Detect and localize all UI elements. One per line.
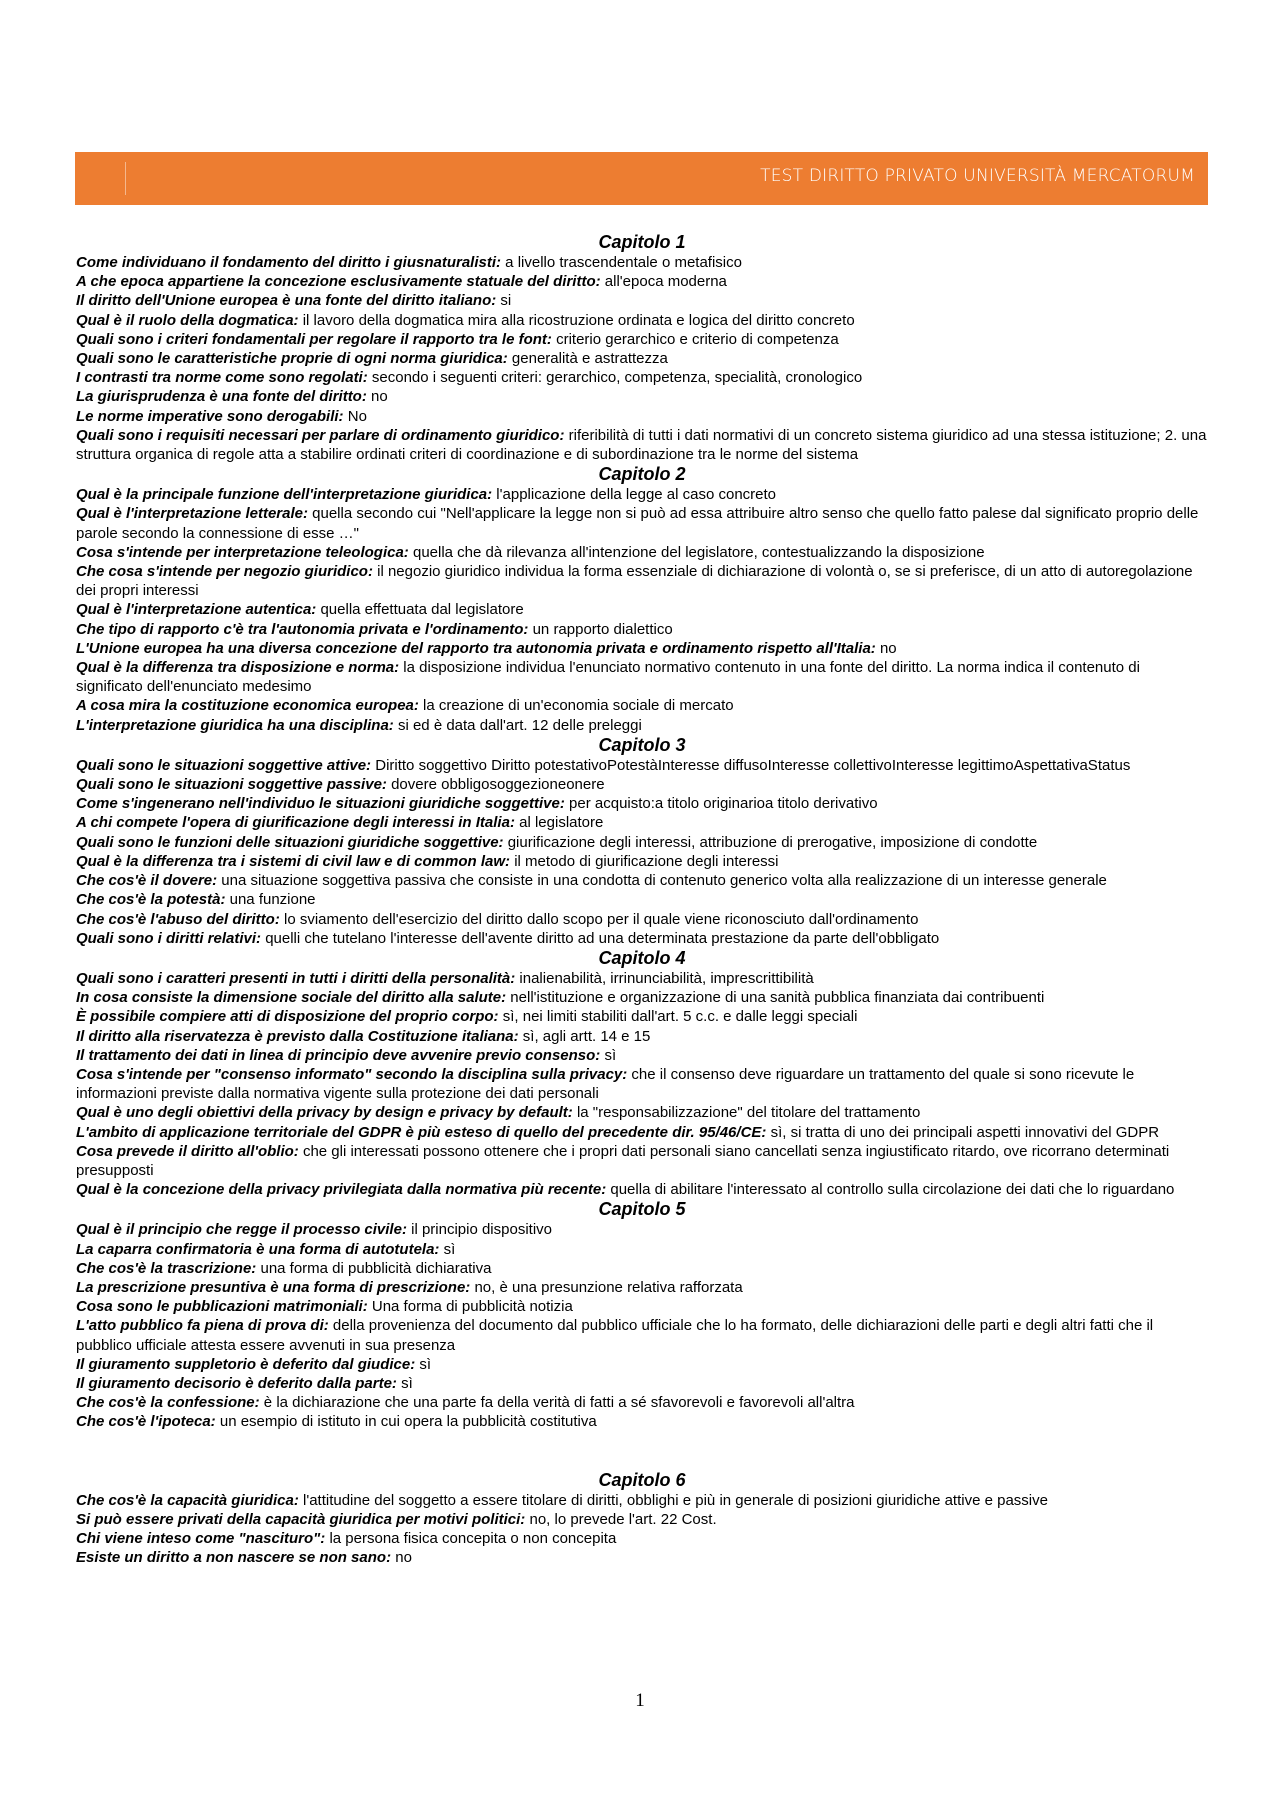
question-text: Il diritto alla riservatezza è previsto dalla Costituzione italiana:: [76, 1027, 519, 1045]
question-text: Come s'ingenerano nell'individuo le situazioni giuridiche soggettive:: [76, 795, 565, 813]
question-text: Il trattamento dei dati in linea di principio deve avvenire previo consenso:: [76, 1046, 601, 1064]
qa-item: [76, 1142, 1208, 1180]
qa-item: [76, 658, 1208, 696]
question-text: In cosa consiste la dimensione sociale del diritto alla salute:: [76, 989, 507, 1007]
answer-text: secondo i seguenti criteri: gerarchico, competenza, specialità, cronologico: [367, 369, 863, 387]
question-text: Qual è la principale funzione dell'interpretazione giuridica:: [76, 486, 493, 504]
answer-text: l'attitudine del soggetto a essere titolare di diritti, obblighi e più in generale di posizioni giuridiche attive e passive: [298, 1491, 1048, 1509]
question-text: Quali sono le situazioni soggettive attive:: [76, 756, 372, 774]
answer-text: che il consenso deve riguardare un trattamento del quale si sono ricevute le informazioni previste dalla normativa vigente sulla protezione dei dati personali: [76, 1065, 1135, 1103]
qa-item: [76, 1046, 1208, 1065]
question-text: Che cos'è la capacità giuridica:: [76, 1491, 299, 1509]
chapter-title: Capitolo 5: [598, 1199, 686, 1220]
question-text: Quali sono i diritti relativi:: [76, 929, 262, 947]
answer-text: che gli interessati possono ottenere che i propri dati personali siano cancellati senza ingiustificato ritardo, ove ricorrano determinati presupposti: [76, 1142, 1170, 1179]
qa-item: [76, 929, 1208, 948]
answer-text: sì, nei limiti stabiliti dall'art. 5 c.c. e dalle leggi speciali: [498, 1008, 858, 1026]
answer-text: no: [366, 388, 388, 406]
answer-text: un rapporto dialettico: [528, 620, 673, 638]
question-text: Il diritto dell'Unione europea è una fonte del diritto italiano:: [76, 292, 497, 310]
answer-text: quella secondo cui "Nell'applicare la legge non si può ad essa attribuire altro senso che quello fatto palese dal significato proprio delle parole secondo la connessione di esse …": [76, 505, 1199, 542]
qa-item: [76, 1240, 1208, 1259]
qa-item: [76, 1259, 1208, 1278]
question-text: L'Unione europea ha una diversa concezione del rapporto tra autonomia privata e ordinamento rispetto all'Italia:: [76, 639, 876, 657]
qa-item: [76, 1548, 1208, 1567]
question-text: A che epoca appartiene la concezione esclusivamente statuale del diritto:: [76, 273, 601, 291]
answer-text: riferibilità di tutti i dati normativi di un concreto sistema giuridico ad una stessa istituzione; 2. una struttura organica di regole atta a stabilire ordinati criteri di coordinazione e di subordinazione tra le norme del sistema: [76, 426, 1207, 464]
answer-text: la "responsabilizzazione" del titolare del trattamento: [572, 1104, 921, 1122]
question-text: I contrasti tra norme come sono regolati:: [76, 369, 368, 387]
qa-item: [76, 1220, 1208, 1239]
question-text: Quali sono i requisiti necessari per parlare di ordinamento giuridico:: [76, 426, 565, 444]
question-text: L'ambito di applicazione territoriale del GDPR è più esteso di quello del precedente dir. 95/46/CE:: [76, 1123, 767, 1141]
question-text: Che cos'è l'abuso del diritto:: [76, 910, 280, 928]
qa-item: [76, 1393, 1208, 1412]
qa-item: [76, 272, 1208, 291]
answer-text: è la dichiarazione che una parte fa della verità di fatti a sé sfavorevoli e favorevoli all'altra: [259, 1394, 855, 1412]
qa-item: [76, 485, 1208, 504]
qa-item: [76, 1529, 1208, 1548]
question-text: La prescrizione presuntiva è una forma di prescrizione:: [76, 1278, 471, 1296]
qa-item: [76, 1491, 1208, 1510]
answer-text: un esempio di istituto in cui opera la pubblicità costitutiva: [215, 1413, 597, 1431]
answer-text: il principio dispositivo: [406, 1221, 553, 1239]
chapter-title: Capitolo 4: [598, 947, 686, 968]
question-text: Il giuramento decisorio è deferito dalla parte:: [76, 1374, 397, 1392]
question-text: Qual è l'interpretazione letterale:: [76, 505, 308, 523]
qa-item: [76, 504, 1208, 542]
question-text: Qual è la differenza tra i sistemi di civil law e di common law:: [76, 852, 511, 870]
question-text: Le norme imperative sono derogabili:: [76, 407, 344, 425]
answer-text: dovere obbligosoggezioneonere: [386, 776, 605, 794]
question-text: Chi viene inteso come "nascituro":: [76, 1529, 326, 1547]
question-text: Che cosa s'intende per negozio giuridico:: [76, 563, 373, 581]
qa-item: [76, 1510, 1208, 1529]
qa-item: [76, 852, 1208, 871]
question-text: Qual è la concezione della privacy privilegiata dalla normativa più recente:: [76, 1181, 607, 1199]
answer-text: no, lo prevede l'art. 22 Cost.: [525, 1510, 717, 1528]
answer-text: si ed è data dall'art. 12 delle preleggi: [393, 716, 642, 734]
qa-item: [76, 387, 1208, 406]
question-text: La giurisprudenza è una fonte del diritto:: [76, 388, 367, 406]
qa-item: [76, 600, 1208, 619]
page-number: 1: [635, 1690, 645, 1711]
qa-item: [76, 969, 1208, 988]
question-text: È possibile compiere atti di disposizione del proprio corpo:: [76, 1008, 499, 1026]
answer-text: quelli che tutelano l'interesse dell'avente diritto ad una determinata prestazione da parte dell'obbligato: [261, 929, 940, 947]
qa-item: [76, 562, 1208, 600]
header-divider: [125, 162, 126, 195]
answer-text: si: [496, 292, 512, 310]
qa-item: [76, 1374, 1208, 1393]
qa-item: [76, 910, 1208, 929]
answer-text: una funzione: [225, 891, 316, 909]
question-text: Che cos'è la potestà:: [76, 891, 226, 909]
qa-item: [76, 890, 1208, 909]
qa-item: [76, 639, 1208, 658]
chapter-title: Capitolo 2: [598, 464, 686, 485]
question-text: Quali sono i criteri fondamentali per regolare il rapporto tra le font:: [76, 330, 552, 348]
answer-text: la persona fisica concepita o non concepita: [325, 1529, 617, 1547]
answer-text: quella che dà rilevanza all'intenzione del legislatore, contestualizzando la disposizione: [408, 543, 985, 561]
question-text: Che cos'è la trascrizione:: [76, 1259, 257, 1277]
answer-text: no, è una presunzione relativa rafforzata: [470, 1278, 743, 1296]
qa-item: [76, 1412, 1208, 1431]
question-text: Qual è la differenza tra disposizione e norma:: [76, 659, 400, 677]
question-text: Che cos'è la confessione:: [76, 1394, 260, 1412]
question-text: L'interpretazione giuridica ha una disciplina:: [76, 716, 394, 734]
qa-item: [76, 813, 1208, 832]
qa-item: [76, 253, 1208, 272]
qa-item: [76, 368, 1208, 387]
qa-item: [76, 1103, 1208, 1122]
answer-text: No: [343, 407, 367, 425]
answer-text: sì: [439, 1240, 456, 1258]
question-text: Che cos'è il dovere:: [76, 872, 218, 890]
answer-text: l'applicazione della legge al caso concreto: [492, 486, 777, 504]
answer-text: il lavoro della dogmatica mira alla ricostruzione ordinata e logica del diritto concreto: [298, 311, 855, 329]
answer-text: al legislatore: [514, 814, 604, 832]
answer-text: una situazione soggettiva passiva che consiste in una condotta di contenuto generico volta alla realizzazione di un interesse generale: [217, 872, 1107, 890]
document-body: [76, 232, 1208, 1567]
question-text: Quali sono le funzioni delle situazioni giuridiche soggettive:: [76, 833, 504, 851]
question-text: La caparra confirmatoria è una forma di autotutela:: [76, 1240, 440, 1258]
answer-text: a livello trascendentale o metafisico: [501, 254, 742, 271]
answer-text: all'epoca moderna: [600, 273, 727, 291]
chapter-title: Capitolo 6: [598, 1469, 686, 1490]
qa-item: [76, 1123, 1208, 1142]
qa-item: [76, 407, 1208, 426]
answer-text: sì: [415, 1355, 432, 1373]
header-title: TEST DIRITTO PRIVATO UNIVERSITÀ MERCATORUM: [760, 166, 1195, 186]
answer-text: sì: [600, 1046, 617, 1064]
question-text: L'atto pubblico fa piena di prova di:: [76, 1317, 329, 1335]
answer-text: no: [875, 639, 897, 657]
qa-item: [76, 1355, 1208, 1374]
qa-item: [76, 1180, 1208, 1199]
answer-text: criterio gerarchico e criterio di competenza: [551, 330, 839, 348]
qa-item: [76, 716, 1208, 735]
header-band: [75, 152, 1208, 205]
qa-item: [76, 291, 1208, 310]
question-text: Il giuramento suppletorio è deferito dal giudice:: [76, 1355, 416, 1373]
qa-item: [76, 1316, 1208, 1354]
qa-item: [76, 620, 1208, 639]
answer-text: la creazione di un'economia sociale di mercato: [418, 697, 734, 715]
qa-item: [76, 756, 1208, 775]
question-text: Si può essere privati della capacità giuridica per motivi politici:: [76, 1510, 526, 1528]
answer-text: no: [391, 1549, 412, 1567]
question-text: Qual è uno degli obiettivi della privacy by design e privacy by default:: [76, 1104, 573, 1122]
question-text: Qual è il ruolo della dogmatica:: [76, 311, 299, 329]
answer-text: nell'istituzione e organizzazione di una sanità pubblica finanziata dai contribuenti: [506, 989, 1045, 1007]
qa-item: [76, 1007, 1208, 1026]
qa-item: [76, 1065, 1208, 1103]
question-text: Qual è l'interpretazione autentica:: [76, 601, 317, 619]
qa-item: [76, 988, 1208, 1007]
qa-item: [76, 775, 1208, 794]
qa-item: [76, 1297, 1208, 1316]
answer-text: Una forma di pubblicità notizia: [367, 1298, 573, 1316]
answer-text: della provenienza del documento dal pubblico ufficiale che lo ha formato, delle dichiarazioni delle parti e degli altri fatti che il pubblico ufficiale attesta essere avvenuti in sua presenza: [76, 1317, 1154, 1354]
question-text: Che tipo di rapporto c'è tra l'autonomia privata e l'ordinamento:: [76, 620, 529, 638]
answer-text: Diritto soggettivo Diritto potestativoPotestàInteresse diffusoInteresse collettivoInteresse legittimoAspettativaStatus: [371, 756, 1131, 774]
answer-text: una forma di pubblicità dichiarativa: [256, 1259, 492, 1277]
question-text: Come individuano il fondamento del diritto i giusnaturalisti:: [76, 254, 502, 271]
question-text: Esiste un diritto a non nascere se non sano:: [76, 1549, 392, 1567]
qa-item: [76, 794, 1208, 813]
qa-item: [76, 349, 1208, 368]
qa-item: [76, 871, 1208, 890]
answer-text: sì: [396, 1374, 413, 1392]
question-text: Cosa prevede il diritto all'oblio:: [76, 1142, 299, 1160]
qa-item: [76, 833, 1208, 852]
question-text: Cosa sono le pubblicazioni matrimoniali:: [76, 1298, 368, 1316]
qa-item: [76, 543, 1208, 562]
section-gap: [76, 1432, 1208, 1470]
answer-text: inalienabilità, irrinunciabilità, imprescrittibilità: [515, 969, 814, 987]
qa-item: [76, 696, 1208, 715]
question-text: A cosa mira la costituzione economica europea:: [76, 697, 419, 715]
answer-text: per acquisto:a titolo originarioa titolo derivativo: [564, 795, 878, 813]
qa-item: [76, 311, 1208, 330]
answer-text: la disposizione individua l'enunciato normativo contenuto in una fonte del diritto. La norma indica il contenuto di significato dell'enunciato medesimo: [76, 659, 1140, 696]
answer-text: sì, agli artt. 14 e 15: [518, 1027, 651, 1045]
question-text: Quali sono i caratteri presenti in tutti i diritti della personalità:: [76, 969, 516, 987]
answer-text: sì, si tratta di uno dei principali aspetti innovativi del GDPR: [766, 1123, 1160, 1141]
qa-item: [76, 330, 1208, 349]
answer-text: quella effettuata dal legislatore: [316, 601, 524, 619]
question-text: Quali sono le caratteristiche proprie di ogni norma giuridica:: [76, 350, 508, 368]
answer-text: generalità e astrattezza: [507, 350, 668, 368]
qa-item: [76, 1278, 1208, 1297]
question-text: Quali sono le situazioni soggettive passive:: [76, 776, 387, 794]
answer-text: il metodo di giurificazione degli interessi: [510, 852, 779, 870]
question-text: Cosa s'intende per "consenso informato" secondo la disciplina sulla privacy:: [76, 1065, 628, 1083]
chapter-title: Capitolo 1: [598, 232, 686, 252]
question-text: Qual è il principio che regge il processo civile:: [76, 1221, 407, 1239]
answer-text: quella di abilitare l'interessato al controllo sulla circolazione dei dati che lo riguardano: [606, 1181, 1175, 1199]
question-text: Cosa s'intende per interpretazione teleologica:: [76, 543, 409, 561]
answer-text: giurificazione degli interessi, attribuzione di prerogative, imposizione di condotte: [503, 833, 1038, 851]
answer-text: il negozio giuridico individua la forma essenziale di dichiarazione di volontà o, se si preferisce, di un atto di autoregolazione dei propri interessi: [76, 563, 1193, 600]
question-text: A chi compete l'opera di giurificazione degli interessi in Italia:: [76, 814, 515, 832]
chapter-title: Capitolo 3: [598, 734, 686, 755]
qa-item: [76, 426, 1208, 464]
answer-text: lo sviamento dell'esercizio del diritto dallo scopo per il quale viene riconosciuto dall'ordinamento: [279, 910, 919, 928]
qa-item: [76, 1027, 1208, 1046]
question-text: Che cos'è l'ipoteca:: [76, 1413, 216, 1431]
